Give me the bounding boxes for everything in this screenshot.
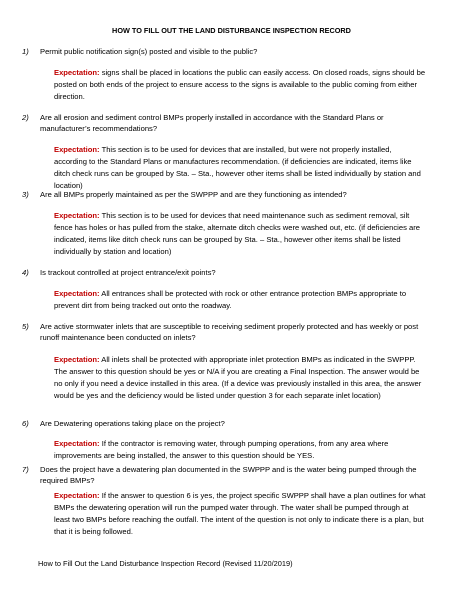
expectation-label: Expectation: [54,491,100,500]
question-text: Permit public notification sign(s) posted and visible to the public? [40,47,258,56]
question-text: Does the project have a dewatering plan documented in the SWPPP and is the water being pumped through the required BMPs? [40,465,417,485]
question-number: 4) [22,268,29,277]
question-text: Are all BMPs properly maintained as per the SWPPP and are they functioning as intended? [40,190,347,199]
expectation-6 [54,438,426,462]
expectation-2 [54,144,426,192]
expectation-4 [54,288,426,312]
question-number: 1) [22,47,29,56]
expectation-text: If the contractor is removing water, through pumping operations, from any area where improvements are being installed, the answer to this question should be YES. [54,439,389,460]
expectation-text: This section is to be used for devices that are installed, but were not properly installed, according to the Standard Plans or manufactures recommendation. (if deficiencies are indicated, items like ditch check runs can be grouped by Sta. – Sta., however other items shall be listed individually by station and location) [54,145,421,190]
expectation-label: Expectation: [54,145,100,154]
question-number: 2) [22,113,29,122]
question-3 [22,190,425,201]
expectation-text: All entrances shall be protected with rock or other entrance protection BMPs appropriate to prevent dirt from being tracked out onto the roadway. [54,289,407,310]
question-number: 7) [22,465,29,474]
expectation-1 [54,67,426,103]
expectation-3 [54,210,426,258]
question-4 [22,268,425,279]
expectation-text: This section is to be used for devices that need maintenance such as sediment removal, silt fence has holes or has pulled from the stake, alternate ditch checks were washed out, etc. (if deficiencies are indicated, items like ditch check runs can be grouped by Sta. – Sta., however other items shall be listed individually by station and location) [54,211,420,256]
expectation-text: All inlets shall be protected with appropriate inlet protection BMPs as indicated in the SWPPP. The answer to this question should be yes or N/A if you are creating a Final Inspection. The answer would be no only if you need a device installed in this area. (If a device was previously installed in this area, the answer would be yes and the deficiency would be listed under question 3 for each separate inlet location) [54,355,422,400]
expectation-label: Expectation: [54,211,100,220]
page-footer: How to Fill Out the Land Disturbance Inspection Record (Revised 11/20/2019) [38,559,293,568]
question-text: Are active stormwater inlets that are susceptible to receiving sediment properly protected and has weekly or post runoff maintenance been conducted on inlets? [40,322,419,342]
expectation-label: Expectation: [54,68,100,77]
question-text: Is trackout controlled at project entrance/exit points? [40,268,216,277]
question-1 [22,47,425,58]
expectation-text: signs shall be placed in locations the public can easily access. On closed roads, signs should be posted on both ends of the project to ensure access to the signs is available to the public coming from either direction. [54,68,426,101]
expectation-7 [54,490,426,538]
question-number: 3) [22,190,29,199]
expectation-label: Expectation: [54,439,100,448]
question-6 [22,419,425,430]
question-number: 5) [22,322,29,331]
question-5 [22,322,425,344]
expectation-label: Expectation: [54,355,100,364]
question-text: Are Dewatering operations taking place on the project? [40,419,225,428]
expectation-text: If the answer to question 6 is yes, the project specific SWPPP shall have a plan outlines for what BMPs the dewatering operation will run the pumped water through. The water shall be pumped through at least two BMPs before reaching the outfall. The intent of the question is not only to indicate there is a plan, but that it is being followed. [54,491,426,536]
question-7 [22,465,425,487]
expectation-5 [54,354,426,402]
question-number: 6) [22,419,29,428]
question-text: Are all erosion and sediment control BMPs properly installed in accordance with the Standard Plans or manufacturer’s recommendations? [40,113,384,133]
page-title: HOW TO FILL OUT THE LAND DISTURBANCE INSPECTION RECORD [112,26,351,35]
question-2 [22,113,425,135]
expectation-label: Expectation: [54,289,100,298]
